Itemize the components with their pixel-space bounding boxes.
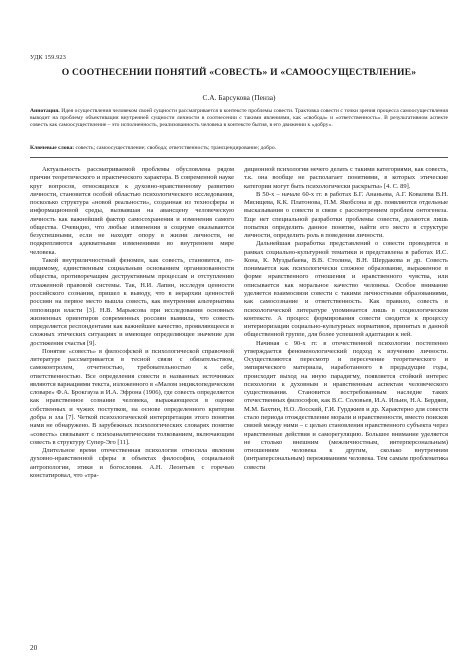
paragraph: Актуальность рассматриваемой проблемы обусловлена рядом причин теоретического и практического характера. В современной науке круг вопросов, относящихся к духовно-нравственному развитию личности, становится особой областью психологического исследования, посколько структура «новой реальности», созданная из техносферы и информационной среды, вызвавшая на авансцену человеческую личность как важнейший фактор самосохранения и изменения самого общества. Очевидно, что любые изменения в социуме оказываются безуспешными, если не находят опору в жизни личности, не подкрепляются адекватными изменениями во внутреннем мире человека. [30,166,234,256]
page-number: 20 [30,644,38,652]
paragraph: Дальнейшая разработка представлений о совести проводится в рамках социально-культурной тематики и представлена в работах И.С. Кона, К. Муздыбаева, В.В. Столина, В.Н. Шердакова и др. Совесть понимается как психологически сложное образование, выраженное в форме нравственного отношения и нравственного чувства, или описывается как моральное качество человека. Особое внимание уделяется взаимосвязи совести с такими личностными образованиями, как самосознание и ответственность. Как правило, совесть в психологической литературе упоминается лишь в социологическом контексте. А процесс формирования совести сводится к процессу интериоризации социально-культурных нормативов, принятых в данной общественной группе, для более успешной адаптации к ней. [244,240,448,339]
keywords-text: совесть; самоосуществление; свобода; ответственность; трансцендирование; добро. [75,145,277,151]
paragraph: Начиная с 90-х гг. в отечественной психологии постепенно утверждается феноменологический подход к изучению личности. Осуществляются пересмотр и пересечение теоретического и эмпирического материала, наработанного в предыдущие годы, происходит выход на иную парадигму, появляется стойкий интерес психологии к духовным и нравственным аспектам человеческого существования. Становится востребованным наследие таких отечественных философов, как B.С. Соловьев, И.А. Ильин, Н.А. Бердяев, М.М. Бахтин, Н.О. Лосский, Г.И. Гурджиев и др. Характерно для совести стало периода отождествление морали и нравственности, вместо поисков связей между ними – с целью становления нравственного субъекта через нравственные действия и саморегуляцию. Большее внимание уделяется не столько внешним (межличностным, интерперсональным) отношениям человека к другим, сколько внутренним (интраперсональным) переживаниям человека. Тем самым проблематика совести [244,339,448,471]
paragraph-continued: диционной психологии нечего делать с такими категориями, как совесть, т.к. она вообще не располагает понятиями, в которых этические категории могут быть психологически раскрыты» [4. С. 89]. [244,166,448,190]
paragraph: В 50-х – начале 60-х гг. в работах Б.Г. Ананьева, А.Г. Ковалева В.Н. Мясищева, К.К. Платонова, П.М. Якобсона и др. появляются отдельные высказывания о совести в связи с рассмотрением проблем онтогенеза. Еще нет специальной разработки проблемы совести, делаются лишь попытки определить данное понятие, найти его место в структуре личности, определить роль в поведении личности. [244,190,448,240]
section-divider [30,157,448,158]
right-column [244,166,448,472]
left-column [30,166,234,480]
article-page [30,0,448,671]
paragraph: Длительное время отечественная психология относила явления духовно-нравственной сферы в объектах философии, социальной антропологии, этики и богословия. А.Н. Леонтьев с горечью констатировал, что «тра- [30,447,234,479]
udk-code: УДК 159.923 [30,54,66,61]
abstract-label: Аннотация. [30,108,60,114]
paragraph: Такой внутриличностный феномен, как совесть, становится, по-видимому, единственным социальным основанием организованности общества, противоречащим деструктивным процессам и отступлению отлаженной правовой системы. Так, Н.И. Лапин, исследуя ценности российского сознания, пришел к выводу, что в иерархии ценностей россиян на первое место вышла совесть, как внутренняя альтернатива оппозиции власти [3]. Н.В. Марьясова при исследовании основных жизненных ориентиров современных россиян выявила, что совесть определяется респондентами как важнейшее качество, проявляющееся в сложных этических ситуациях и имеющее определяющее значение для достижения счастья [9]. [30,256,234,347]
abstract-text: Идея осуществления человеком своей сущности рассматривается в контексте проблемы совести. Трактовка совести с точки зрения процесса самоосуществления выводит на проблему объективации внутренней сущности личности в соотнесении с такими явлениями, как «свобода» и «ответственность». В результативном аспекте совесть как самоосуществление – это исполненность, реализованность человека в контексте бытия, в его движении к «добру». [30,108,448,129]
paragraph: Понятие «совесть» в философской и психологической справочной литературе рассматривается в тесной связи с обязательством, самоконтролем, отчетностью, требовательностью к себе, ответственностью. Все определения совести в названных источниках являются вариациями текста, изложенного в «Малом энциклопедическом словаре» Ф.А. Брокгауза и И.А. Эфрона (1906), где совесть определяется как нравственное сознание человека, выражающееся в оценке собственных и чужих поступков, на основе определенного критерия добра и зла [7]. Четкой психологической интерпретации этого понятия нами не обнаружено. В зарубежных психологических словарях понятие «совесть» связывают с психоаналитическим толкованием, включающим совесть в структуру Супер-Эго [11]. [30,347,234,446]
abstract [30,108,448,130]
author-line: С.А. Барсукова (Пенза) [202,93,276,102]
article-title: О СООТНЕСЕНИИ ПОНЯТИЙ «СОВЕСТЬ» И «САМООСУЩЕСТВЛЕНИЕ» [61,67,417,78]
keywords [30,145,448,152]
keywords-label: Ключевые слова: [30,145,75,151]
